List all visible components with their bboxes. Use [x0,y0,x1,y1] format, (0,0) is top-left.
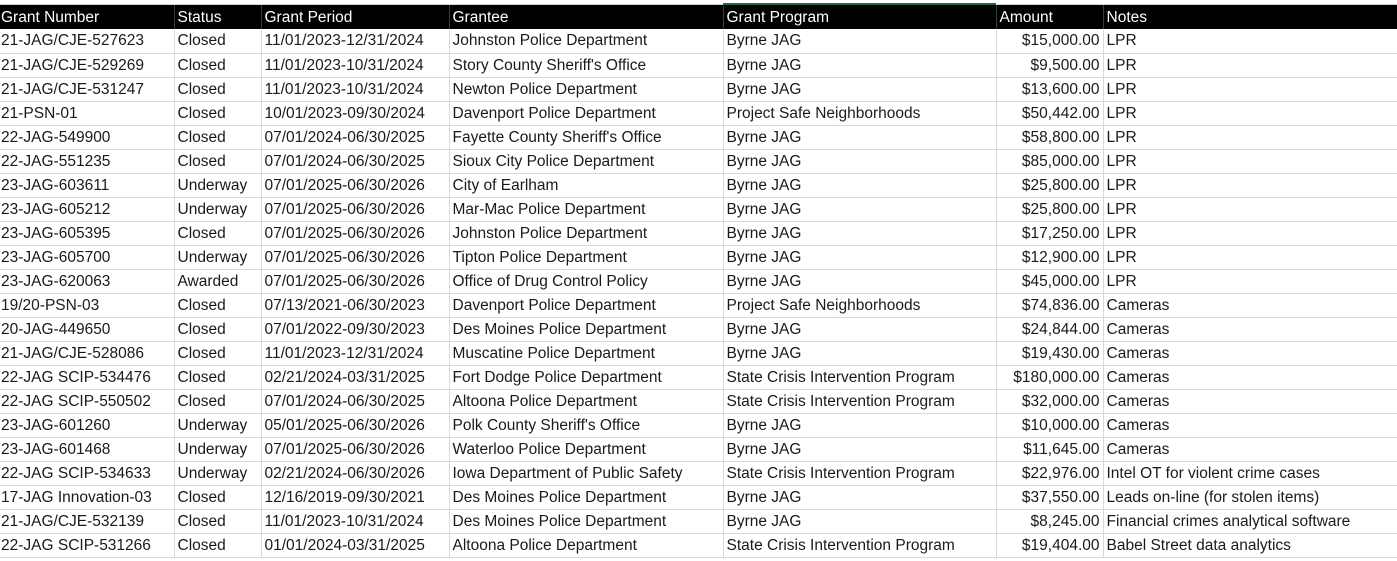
cell-grant-number[interactable]: 23-JAG-601468 [0,437,174,461]
table-row [0,125,1397,149]
cell-grant-program[interactable]: Project Safe Neighborhoods [723,101,996,125]
cell-status[interactable]: Closed [174,317,261,341]
cell-status[interactable]: Closed [174,125,261,149]
cell-amount[interactable]: $74,836.00 [996,293,1103,317]
cell-grant-program[interactable]: Byrne JAG [723,269,996,293]
cell-status[interactable]: Closed [174,389,261,413]
cell-grant-program[interactable]: Byrne JAG [723,29,996,53]
cell-grant-number[interactable]: 22-JAG SCIP-534633 [0,461,174,485]
cell-amount[interactable]: $12,900.00 [996,245,1103,269]
cell-grant-number[interactable]: 23-JAG-603611 [0,173,174,197]
cell-grant-number[interactable]: 21-JAG/CJE-532139 [0,509,174,533]
cell-grant-period[interactable]: 07/13/2021-06/30/2023 [261,293,449,317]
cell-grant-program[interactable]: Byrne JAG [723,509,996,533]
cell-grant-period[interactable]: 07/01/2025-06/30/2026 [261,221,449,245]
cell-grant-period[interactable]: 11/01/2023-10/31/2024 [261,53,449,77]
table-row [0,437,1397,461]
cell-grant-number[interactable]: 22-JAG SCIP-531266 [0,533,174,557]
cell-grant-program[interactable]: State Crisis Intervention Program [723,365,996,389]
cell-grant-program[interactable]: Byrne JAG [723,413,996,437]
cell-status[interactable]: Closed [174,509,261,533]
cell-amount[interactable]: $11,645.00 [996,437,1103,461]
cell-grantee[interactable]: Johnston Police Department [449,221,723,245]
cell-grantee[interactable]: Altoona Police Department [449,533,723,557]
table-row [0,293,1397,317]
cell-status[interactable]: Closed [174,101,261,125]
table-row [0,221,1397,245]
cell-grant-program[interactable]: Byrne JAG [723,77,996,101]
cell-grant-period[interactable]: 02/21/2024-03/31/2025 [261,365,449,389]
cell-grant-period[interactable]: 11/01/2023-12/31/2024 [261,29,449,53]
cell-grant-period[interactable]: 07/01/2022-09/30/2023 [261,317,449,341]
cell-notes[interactable]: LPR [1103,101,1397,125]
cell-status[interactable]: Closed [174,77,261,101]
cell-notes[interactable]: LPR [1103,221,1397,245]
cell-grant-number[interactable]: 21-JAG/CJE-531247 [0,77,174,101]
cell-amount[interactable]: $13,600.00 [996,77,1103,101]
cell-grant-program[interactable]: Byrne JAG [723,173,996,197]
cell-status[interactable]: Underway [174,173,261,197]
cell-status[interactable]: Closed [174,149,261,173]
cell-notes[interactable]: Cameras [1103,413,1397,437]
cell-grant-program[interactable]: Byrne JAG [723,221,996,245]
cell-notes[interactable]: LPR [1103,53,1397,77]
cell-amount[interactable]: $8,245.00 [996,509,1103,533]
cell-grant-number[interactable]: 21-JAG/CJE-528086 [0,341,174,365]
cell-grantee[interactable]: Davenport Police Department [449,293,723,317]
cell-notes[interactable]: Financial crimes analytical software [1103,509,1397,533]
table-row [0,317,1397,341]
cell-grant-period[interactable]: 02/21/2024-06/30/2026 [261,461,449,485]
table-row [0,413,1397,437]
table-row [0,149,1397,173]
table-body [0,29,1397,557]
cell-notes[interactable]: Cameras [1103,365,1397,389]
cell-grantee[interactable]: Waterloo Police Department [449,437,723,461]
cell-status[interactable]: Closed [174,485,261,509]
cell-amount[interactable]: $17,250.00 [996,221,1103,245]
table-row [0,197,1397,221]
cell-grant-number[interactable]: 23-JAG-601260 [0,413,174,437]
table-row [0,269,1397,293]
cell-grant-period[interactable]: 07/01/2025-06/30/2026 [261,269,449,293]
cell-grant-program[interactable]: State Crisis Intervention Program [723,533,996,557]
cell-grantee[interactable]: Polk County Sheriff's Office [449,413,723,437]
column-header-grant-period[interactable]: Grant Period [261,5,449,29]
cell-notes[interactable]: LPR [1103,197,1397,221]
table-row [0,53,1397,77]
column-header-grant-program[interactable]: Grant Program [723,5,996,29]
cell-grantee[interactable]: City of Earlham [449,173,723,197]
cell-notes[interactable]: LPR [1103,125,1397,149]
cell-grant-period[interactable]: 07/01/2025-06/30/2026 [261,173,449,197]
cell-grant-period[interactable]: 11/01/2023-10/31/2024 [261,77,449,101]
cell-grantee[interactable]: Des Moines Police Department [449,317,723,341]
cell-grantee[interactable]: Office of Drug Control Policy [449,269,723,293]
cell-amount[interactable]: $25,800.00 [996,197,1103,221]
cell-notes[interactable]: LPR [1103,149,1397,173]
cell-notes[interactable]: Babel Street data analytics [1103,533,1397,557]
table-row [0,341,1397,365]
cell-grant-number[interactable]: 23-JAG-620063 [0,269,174,293]
cell-amount[interactable]: $45,000.00 [996,269,1103,293]
cell-amount[interactable]: $22,976.00 [996,461,1103,485]
column-header-notes[interactable]: Notes [1103,5,1397,29]
cell-notes[interactable]: Leads on-line (for stolen items) [1103,485,1397,509]
cell-grant-program[interactable]: State Crisis Intervention Program [723,461,996,485]
cell-status[interactable]: Closed [174,341,261,365]
header-row [0,5,1397,29]
table-row [0,29,1397,53]
table-row [0,173,1397,197]
cell-grant-period[interactable]: 12/16/2019-09/30/2021 [261,485,449,509]
cell-grant-period[interactable]: 07/01/2024-06/30/2025 [261,125,449,149]
column-header-status[interactable]: Status [174,5,261,29]
cell-notes[interactable]: LPR [1103,245,1397,269]
cell-grant-number[interactable]: 21-JAG/CJE-529269 [0,53,174,77]
cell-amount[interactable]: $19,404.00 [996,533,1103,557]
column-header-grant-number[interactable]: Grant Number [0,5,174,29]
cell-grant-program[interactable]: Byrne JAG [723,125,996,149]
cell-grantee[interactable]: Johnston Police Department [449,29,723,53]
cell-amount[interactable]: $19,430.00 [996,341,1103,365]
cell-amount[interactable]: $85,000.00 [996,149,1103,173]
table-row [0,77,1397,101]
cell-grantee[interactable]: Sioux City Police Department [449,149,723,173]
cell-grant-program[interactable]: Byrne JAG [723,341,996,365]
cell-grant-program[interactable]: Byrne JAG [723,245,996,269]
cell-grantee[interactable]: Muscatine Police Department [449,341,723,365]
cell-grant-program[interactable]: Byrne JAG [723,317,996,341]
table-row [0,485,1397,509]
cell-grant-program[interactable]: Byrne JAG [723,149,996,173]
cell-grantee[interactable]: Fort Dodge Police Department [449,365,723,389]
cell-grant-number[interactable]: 21-PSN-01 [0,101,174,125]
cell-status[interactable]: Underway [174,437,261,461]
cell-amount[interactable]: $10,000.00 [996,413,1103,437]
cell-notes[interactable]: Cameras [1103,317,1397,341]
cell-grant-number[interactable]: 22-JAG SCIP-534476 [0,365,174,389]
cell-grantee[interactable]: Des Moines Police Department [449,485,723,509]
cell-amount[interactable]: $25,800.00 [996,173,1103,197]
cell-notes[interactable]: LPR [1103,269,1397,293]
cell-grant-number[interactable]: 21-JAG/CJE-527623 [0,29,174,53]
cell-grant-period[interactable]: 07/01/2024-06/30/2025 [261,389,449,413]
cell-grant-number[interactable]: 22-JAG SCIP-550502 [0,389,174,413]
cell-amount[interactable]: $9,500.00 [996,53,1103,77]
cell-grant-program[interactable]: Project Safe Neighborhoods [723,293,996,317]
table-row [0,101,1397,125]
cell-status[interactable]: Underway [174,413,261,437]
table-row [0,365,1397,389]
cell-grant-number[interactable]: 22-JAG-551235 [0,149,174,173]
cell-amount[interactable]: $15,000.00 [996,29,1103,53]
table-row [0,509,1397,533]
cell-notes[interactable]: LPR [1103,173,1397,197]
table-row [0,533,1397,557]
cell-grant-period[interactable]: 07/01/2024-06/30/2025 [261,149,449,173]
cell-grant-program[interactable]: Byrne JAG [723,53,996,77]
cell-status[interactable]: Closed [174,29,261,53]
grants-table [0,5,1397,558]
cell-notes[interactable]: Cameras [1103,293,1397,317]
cell-grant-number[interactable]: 20-JAG-449650 [0,317,174,341]
cell-status[interactable]: Underway [174,197,261,221]
cell-grantee[interactable]: Fayette County Sheriff's Office [449,125,723,149]
cell-amount[interactable]: $24,844.00 [996,317,1103,341]
cell-grant-number[interactable]: 17-JAG Innovation-03 [0,485,174,509]
cell-notes[interactable]: LPR [1103,29,1397,53]
cell-grant-period[interactable]: 10/01/2023-09/30/2024 [261,101,449,125]
cell-grant-period[interactable]: 07/01/2025-06/30/2026 [261,245,449,269]
table-row [0,389,1397,413]
cell-grant-period[interactable]: 05/01/2025-06/30/2026 [261,413,449,437]
cell-notes[interactable]: Cameras [1103,437,1397,461]
cell-status[interactable]: Closed [174,365,261,389]
cell-grant-period[interactable]: 07/01/2025-06/30/2026 [261,197,449,221]
cell-grant-period[interactable]: 11/01/2023-10/31/2024 [261,509,449,533]
cell-grant-period[interactable]: 11/01/2023-12/31/2024 [261,341,449,365]
cell-grant-number[interactable]: 19/20-PSN-03 [0,293,174,317]
cell-grant-period[interactable]: 01/01/2024-03/31/2025 [261,533,449,557]
cell-grantee[interactable]: Newton Police Department [449,77,723,101]
cell-grantee[interactable]: Iowa Department of Public Safety [449,461,723,485]
cell-status[interactable]: Underway [174,461,261,485]
column-header-amount[interactable]: Amount [996,5,1103,29]
table-row [0,461,1397,485]
cell-amount[interactable]: $58,800.00 [996,125,1103,149]
cell-amount[interactable]: $32,000.00 [996,389,1103,413]
cell-amount[interactable]: $50,442.00 [996,101,1103,125]
cell-status[interactable]: Closed [174,533,261,557]
cell-grant-number[interactable]: 22-JAG-549900 [0,125,174,149]
cell-notes[interactable]: Intel OT for violent crime cases [1103,461,1397,485]
cell-status[interactable]: Closed [174,53,261,77]
table-row [0,245,1397,269]
cell-grantee[interactable]: Des Moines Police Department [449,509,723,533]
cell-grant-number[interactable]: 23-JAG-605700 [0,245,174,269]
cell-status[interactable]: Closed [174,221,261,245]
cell-amount[interactable]: $37,550.00 [996,485,1103,509]
cell-grant-program[interactable]: Byrne JAG [723,437,996,461]
cell-grant-program[interactable]: State Crisis Intervention Program [723,389,996,413]
column-header-grantee[interactable]: Grantee [449,5,723,29]
cell-notes[interactable]: Cameras [1103,341,1397,365]
cell-grantee[interactable]: Tipton Police Department [449,245,723,269]
cell-grant-program[interactable]: Byrne JAG [723,485,996,509]
cell-grantee[interactable]: Davenport Police Department [449,101,723,125]
cell-grant-number[interactable]: 23-JAG-605395 [0,221,174,245]
cell-status[interactable]: Closed [174,293,261,317]
cell-grant-program[interactable]: Byrne JAG [723,197,996,221]
cell-notes[interactable]: Cameras [1103,389,1397,413]
cell-grantee[interactable]: Altoona Police Department [449,389,723,413]
cell-status[interactable]: Awarded [174,269,261,293]
cell-amount[interactable]: $180,000.00 [996,365,1103,389]
cell-grantee[interactable]: Mar-Mac Police Department [449,197,723,221]
cell-notes[interactable]: LPR [1103,77,1397,101]
cell-grant-period[interactable]: 07/01/2025-06/30/2026 [261,437,449,461]
cell-grant-number[interactable]: 23-JAG-605212 [0,197,174,221]
cell-grantee[interactable]: Story County Sheriff's Office [449,53,723,77]
cell-status[interactable]: Underway [174,245,261,269]
